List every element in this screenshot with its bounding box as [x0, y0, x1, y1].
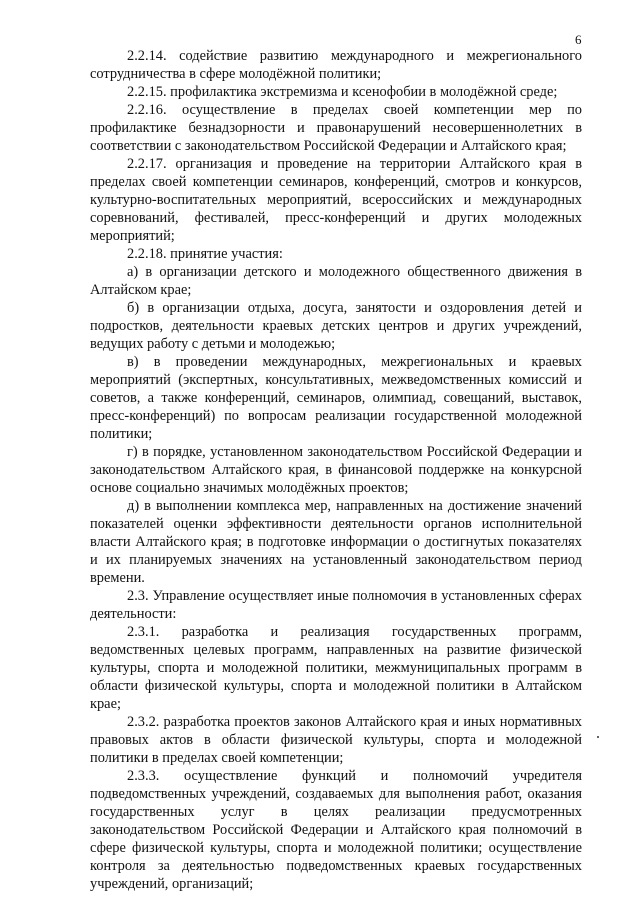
- paragraph-2-2-17: 2.2.17. организация и проведение на территории Алтайского края в пределах своей компетенции семинаров, конференций, смотров и конкурсов, культурно-воспитательных мероприятий, всероссийских и международных соревнований, фестивалей, пресс-конференций и других молодежных мероприятий;: [90, 156, 582, 244]
- paragraph-2-2-18-g: г) в порядке, установленном законодательством Российской Федерации и законодательством Алтайского края, в финансовой поддержке на конкурсной основе социально значимых молодёжных проектов;: [90, 444, 582, 496]
- paragraph-2-2-18-b: б) в организации отдыха, досуга, занятости и оздоровления детей и подростков, деятельности краевых детских центров и других учреждений, ведущих работу с детьми и молодежью;: [90, 300, 582, 352]
- paragraph-2-2-18-a: а) в организации детского и молодежного общественного движения в Алтайском крае;: [90, 264, 582, 298]
- paragraph-2-2-18: 2.2.18. принятие участия:: [127, 246, 283, 262]
- paragraph-2-3-3: 2.3.3. осуществление функций и полномочий учредителя подведомственных учреждений, создаваемых для выполнения работ, оказания государственных услуг в целях реализации предусмотренных законодательством Российской Федерации и Алтайского края полномочий в сфере физической культуры, спорта и молодежной политики; осуществление контроля за деятельностью подведомственных краевых государственных учреждений, организаций;: [90, 768, 582, 892]
- paragraph-2-3-2: 2.3.2. разработка проектов законов Алтайского края и иных нормативных правовых актов в области физической культуры, спорта и молодежной политики в пределах своей компетенции;: [90, 714, 582, 766]
- paragraph-2-3-1: 2.3.1. разработка и реализация государственных программ, ведомственных целевых программ, направленных на развитие физической культуры, спорта и молодежной политики, межмуниципальных программ в области физической культуры, спорта и молодежной политики в Алтайском крае;: [90, 624, 582, 712]
- paragraph-2-2-18-v: в) в проведении международных, межрегиональных и краевых мероприятий (экспертных, консультативных, межведомственных комиссий и советов, а также конференций, семинаров, олимпиад, совещаний, выставок, пресс-конференций) по вопросам реализации государственной молодежной политики;: [90, 354, 582, 442]
- document-body: [90, 47, 582, 893]
- paragraph-2-3: 2.3. Управление осуществляет иные полномочия в установленных сферах деятельности:: [90, 588, 582, 622]
- paragraph-2-2-16: 2.2.16. осуществление в пределах своей компетенции мер по профилактике безнадзорности и правонарушений несовершеннолетних в соответствии с законодательством Российской Федерации и Алтайского края;: [90, 102, 582, 154]
- page-number: 6: [575, 32, 582, 47]
- paragraph-2-2-18-d: д) в выполнении комплекса мер, направленных на достижение значений показателей оценки эффективности деятельности органов исполнительной власти Алтайского края; в подготовке информации о достигнутых показателях и их планируемых значениях на установленный законодательством период времени.: [90, 498, 582, 586]
- scan-speck: [597, 736, 599, 738]
- paragraph-2-2-14: 2.2.14. содействие развитию международного и межрегионального сотрудничества в сфере молодёжной политики;: [90, 48, 582, 82]
- paragraph-2-2-15: 2.2.15. профилактика экстремизма и ксенофобии в молодёжной среде;: [127, 84, 558, 100]
